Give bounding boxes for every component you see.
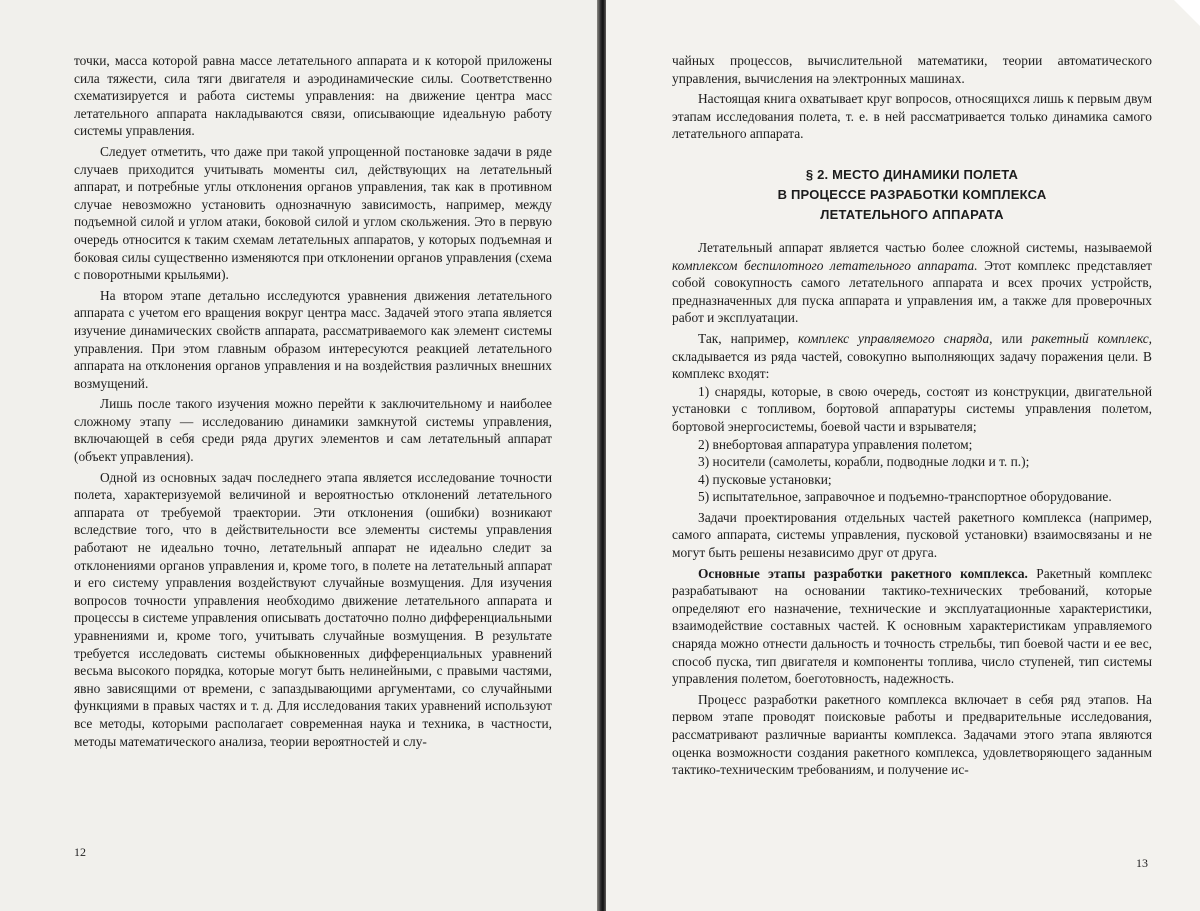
section-heading-line: В ПРОЦЕССЕ РАЗРАБОТКИ КОМПЛЕКСА	[777, 186, 1047, 202]
italic-term: комплексом беспилотного летательного аппарата.	[672, 257, 978, 273]
paragraph: Задачи проектирования отдельных частей ракетного комплекса (например, самого аппарата, системы управления, пусковой установки) взаимосвязаны и не могут быть решены независимо друг от друга.	[672, 509, 1152, 561]
paragraph	[672, 565, 1152, 688]
paragraph-text: Этот комплекс представляет собой совокупность самого летательного аппарата и всех прочих устройств, предназначенных для пуска аппарата и управления им, а также для проверочных работ и эксплуатации.	[672, 257, 1152, 326]
paragraph: чайных процессов, вычислительной математики, теории автоматического управления, вычисления на электронных машинах.	[672, 53, 1152, 86]
page-number: 13	[1136, 856, 1148, 870]
paragraph: точки, масса которой равна массе летательного аппарата и к которой приложены сила тяжести, сила тяги двигателя и аэродинамические силы. Соответственно схематизируется и работа системы управления: на движение центра масс летательного аппарата накладываются связи, описывающие идеальную работу системы управления.	[74, 53, 552, 139]
paragraph: Одной из основных задач последнего этапа является исследование точности полета, характеризуемой величиной и вероятностью отклонений летательного аппарата от требуемой траектории. Эти отклонения (ошибки) возникают вследствие того, что в действительности все элементы системы управления работают не идеально точно, летательный аппарат не идеально следит за отклонениями органов управления и, кроме того, в полете на летательный аппарат и его систему управления воздействуют случайные возмущения. Для изучения вопросов точности управления необходимо движение летательного аппарата и процессы в системе управления описывать достаточно полно дифференциальными уравнениями и, кроме того, учитывать случайные возмущения. В результате требуется исследовать системы обыкновенных дифференциальных уравнений весьма высокого порядка, которые могут быть нелинейными, с правыми частями, явно зависящими от времени, с запаздывающими аргументами, со случайными функциями в правых частях и т. д. Для исследования таких уравнений используют все методы, которыми располагает современная наука и техника, в частности, методы математического анализа, теории вероятностей и слу-	[74, 469, 552, 749]
page-number: 12	[74, 845, 86, 859]
paragraph: Настоящая книга охватывает круг вопросов, относящихся лишь к первым двум этапам исследования полета, т. е. в ней рассматривается только динамика самого летательного аппарата.	[672, 91, 1152, 142]
paragraph	[672, 239, 1152, 327]
paragraph-text: Летательный аппарат является частью более сложной системы, называемой	[698, 239, 1152, 255]
italic-term: ракетный комплекс,	[1031, 330, 1152, 346]
right-page	[606, 0, 1200, 911]
list-item: 1) снаряды, которые, в свою очередь, состоят из конструкции, двигательной установки с топливом, бортовой аппаратуры системы управления полетом, бортовой энергосистемы, боевой части и взрывателя;	[672, 383, 1152, 434]
paragraph-text: Так, например,	[698, 330, 799, 346]
paragraph-text: или	[992, 330, 1032, 346]
paragraph: На втором этапе детально исследуются уравнения движения летательного аппарата с учетом его вращения вокруг центра масс. Задачей этого этапа является изучение динамических свойств аппарата, рассматриваемого как элемент системы управления. При этом главным образом интересуются реакцией летательного аппарата на отклонения органов управления и на воздействия различных внешних возмущений.	[74, 287, 552, 391]
list-item: 2) внебортовая аппаратура управления полетом;	[698, 436, 973, 452]
section-heading	[672, 165, 1152, 225]
paragraph: Лишь после такого изучения можно перейти к заключительному и наиболее сложному этапу — исследованию динамики замкнутой системы управления, включающей в себя среди ряда других элементов и сам летательный аппарат (объект управления).	[74, 396, 552, 465]
paragraph-text: Ракетный комплекс разрабатывают на основании тактико-технических требований, которые определяют его назначение, технические и эксплуатационные характеристики, взаимодействие составных частей. К основным характеристикам управляемого снаряда можно отнести дальность и точность стрельбы, тип боевой части и ее вес, способ пуска, тип двигателя и компоненты топлива, число ступеней, тип системы управления полетом, боеготовность, надежность.	[672, 565, 1152, 687]
left-page-text	[74, 52, 552, 750]
section-heading-line: ЛЕТАТЕЛЬНОГО АППАРАТА	[820, 206, 1004, 222]
run-in-heading: Основные этапы разработки ракетного комплекса.	[698, 565, 1028, 581]
paragraph-text: складывается из ряда частей, совокупно выполняющих задачу поражения цели. В комплекс входят:	[672, 348, 1152, 382]
torn-corner	[1174, 0, 1200, 26]
italic-term: комплекс управляемого снаряда,	[798, 330, 993, 346]
list-item: 3) носители (самолеты, корабли, подводные лодки и т. п.);	[698, 454, 1030, 470]
list-item: 4) пусковые установки;	[698, 471, 832, 487]
list-item: 5) испытательное, заправочное и подъемно-транспортное оборудование.	[698, 489, 1112, 505]
paragraph	[672, 330, 1152, 383]
right-page-text	[672, 52, 1152, 779]
paragraph: Следует отметить, что даже при такой упрощенной постановке задачи в ряде случаев приходится учитывать моменты сил, действующих на летательный аппарат, и потребные углы отклонения органов управления, так как в противном случае невозможно установить однозначную зависимость, например, между подъемной силой и углом атаки, боковой силой и углом скольжения. Это в первую очередь относится к таким схемам летательных аппаратов, у которых подъемная и боковая силы существенно изменяются при отклонении органов управления (схема с поворотными крыльями).	[74, 143, 552, 283]
section-heading-line: § 2. МЕСТО ДИНАМИКИ ПОЛЕТА	[805, 166, 1019, 182]
paragraph: Процесс разработки ракетного комплекса включает в себя ряд этапов. На первом этапе проводят поисковые работы и предварительные исследования, рассматривают различные варианты комплекса. Задачами этого этапа являются оценка возможности создания ракетного комплекса, удовлетворяющего заданным тактико-техническим требованиям, и получение ис-	[672, 691, 1152, 778]
